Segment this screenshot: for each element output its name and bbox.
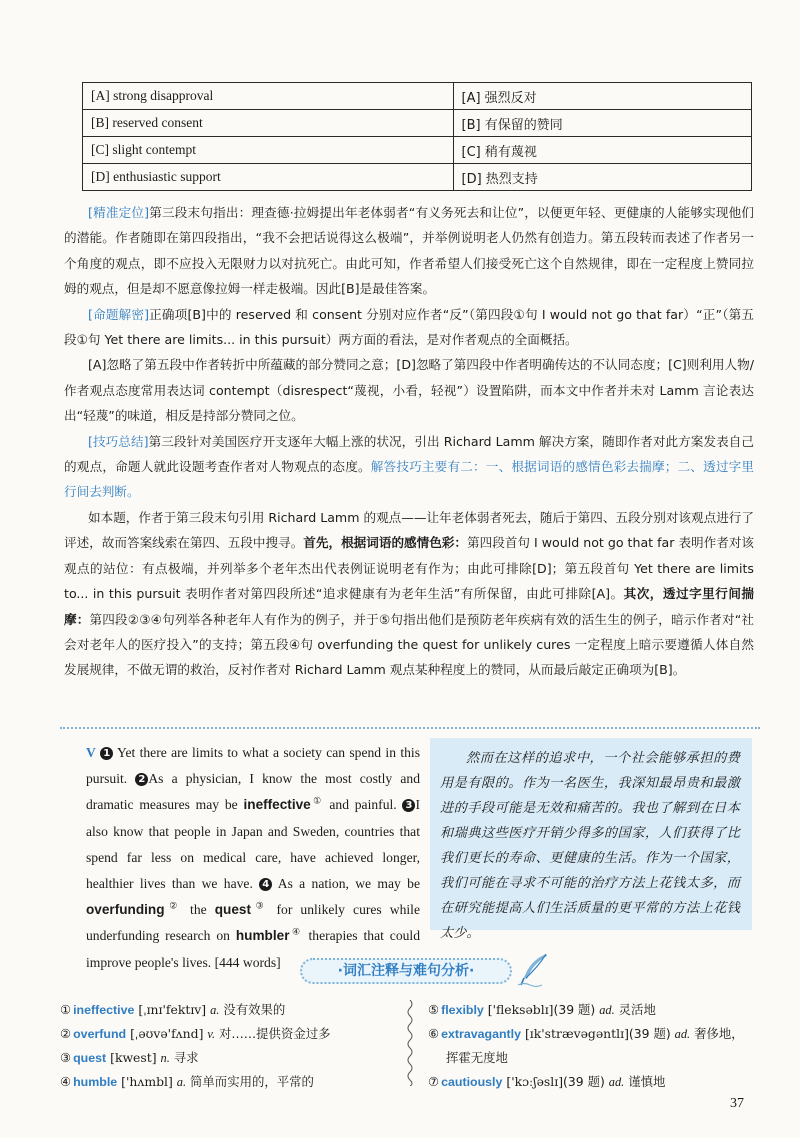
paragraph-text: 第三段末句指出：理查德·拉姆提出年老体弱者“有义务死去和让位”，以便更年轻、更健康的人能够实现他们的潜能。作者随即在第四段指出，“我不会把话说得这么极端”，并举例说明老人仍然有创造力。第五段转而表述了作者另一个角度的观点，即不应投入无限财力以对抗死亡。由此可知，作者希望人们接受死亡这个自然规律，即在一定程度上赞同拉姆的观点，但是却不愿意像拉姆一样走极端。因此[B]是最佳答案。: [64, 205, 754, 297]
sentence: Yet there are limits to what a society can spend in this pursuit.: [86, 745, 420, 787]
dotted-divider: [60, 727, 760, 729]
vocab-item: ④ humble ['hʌmbl] a. 简单而实用的，平常的: [60, 1074, 314, 1089]
vocab-word: quest: [214, 902, 251, 918]
vocab-item: ① ineffective [ˌɪnɪ'fektɪv] a. 没有效果的: [60, 1002, 286, 1017]
analysis-paragraph: [64, 200, 754, 302]
footnote-marker: ①: [310, 795, 324, 806]
section-tag: [精准定位]: [88, 205, 150, 220]
analysis-paragraph: [64, 352, 754, 428]
paragraph-marker: V: [86, 745, 96, 760]
table-row: [83, 164, 752, 191]
table-row: [83, 83, 752, 110]
word-count: [444 words]: [214, 954, 281, 970]
footnote-marker: ③: [251, 900, 269, 911]
wavy-divider: [404, 1000, 416, 1086]
paragraph-text: 第四段首句 I would not go that far 表明作者对该观点的站位：有点极端，并列举多个老年杰出代表例证说明老有作为；由此可排除[D]；第五段首句 Yet there are limits to... in this pursuit 表明作者对第四段所述“追求健康有为老年生活”有所保留，由此可排除[A]。: [64, 535, 755, 602]
vocab-item: ⑤ flexibly ['fleksəblɪ](39 题) ad. 灵活地: [428, 1002, 656, 1017]
sentence: for unlikely cures while underfunding research on: [86, 902, 420, 944]
translation-box: [430, 738, 752, 941]
paragraph-text: 如本题，作者于第三段末句引用 Richard Lamm 的观点——让年老体弱者死去，随后于第四、五段分别对该观点进行了评述，故而答案线索在第四、五段中搜寻。: [64, 509, 754, 551]
option-en: [C] slight contempt: [83, 137, 454, 164]
table-row: [83, 137, 752, 164]
analysis-section: [64, 200, 754, 683]
sentence: therapies that could improve people's lives.: [86, 928, 420, 970]
option-en: [D] enthusiastic support: [83, 164, 454, 191]
vocab-header: [300, 956, 550, 986]
vocab-title: ·词汇注释与难句分析·: [300, 958, 512, 984]
quill-pen-icon: [516, 952, 550, 988]
option-en: [A] strong disapproval: [83, 83, 454, 110]
sentence: and painful.: [329, 797, 397, 813]
option-cn: [D] 热烈支持: [453, 164, 751, 191]
vocab-list-left: [60, 998, 400, 1094]
passage-text: [86, 740, 420, 976]
sentence-number-icon: 1: [100, 747, 113, 760]
vocab-item: ③ quest [kwest] n. 寻求: [60, 1050, 199, 1065]
option-cn: [B] 有保留的赞同: [453, 110, 751, 137]
options-table: [82, 82, 752, 191]
option-cn: [C] 稍有蔑视: [453, 137, 751, 164]
highlight-text: 解答技巧主要有二：一、根据词语的感情色彩去揣摩；二、透过字里行间去判断。: [64, 459, 754, 500]
paragraph-text: 正确项[B]中的 reserved 和 consent 分别对应作者“反”（第四段①句 I would not go that far）“正”（第五段①句 Yet there are limits... in this pursuit）两方面的看法，是对作者观点的全面概括。: [64, 306, 754, 348]
analysis-paragraph: [64, 429, 754, 505]
paragraph-text: 第四段②③④句列举各种老年人有作为的例子，并于⑤句指出他们是预防老年疾病有效的活生生的例子，暗示作者对“社会对老年人的医疗投入”的支持；第五段④句 overfunding the quest for unlikely cures 一定程度上暗示要遵循人体自然发展规律，不做无谓的救治，反衬作者对 Richard Lamm 观点某种程度上的赞同，从而最后敲定正确项为[B]。: [64, 611, 755, 678]
vocab-item-continued: 挥霍无度地: [446, 1050, 508, 1065]
vocab-item: ⑦ cautiously ['kɔːʃəslɪ](39 题) ad. 谨慎地: [428, 1074, 666, 1089]
vocab-item: ② overfund [ˌəʊvə'fʌnd] v. 对……提供资金过多: [60, 1026, 331, 1041]
sentence: the: [190, 902, 207, 918]
vocab-item: ⑥ extravagantly [ɪk'strævəgəntlɪ](39 题) ad. 奢侈地，: [428, 1026, 744, 1041]
vocab-word: humbler: [235, 928, 290, 944]
footnote-marker: ②: [164, 900, 182, 911]
sentence-number-icon: 2: [135, 773, 148, 786]
footnote-marker: ④: [289, 926, 303, 937]
sentence: I also know that people in Japan and Sweden, countries that spend far less on medical care, have achieved longer, healthier lives than we have.: [86, 797, 420, 892]
paragraph-text: 第三段针对美国医疗开支逐年大幅上涨的状况，引出 Richard Lamm 解决方案，随即作者对此方案发表自己的观点，命题人就此设题考查作者对人物观点的态度。: [64, 433, 754, 475]
vocab-word: overfunding: [86, 902, 165, 918]
vocab-word: ineffective: [243, 797, 311, 813]
bold-text: 首先，根据词语的感情色彩：: [303, 535, 468, 551]
analysis-paragraph: [64, 505, 754, 683]
translation-text: 然而在这样的追求中，一个社会能够承担的费用是有限的。作为一名医生，我深知最昂贵和最激进的手段可能是无效和痛苦的。我也了解到在日本和瑞典这些医疗开销少得多的国家，人们获得了比我们更长的寿命、更健康的生活。作为一个国家，我们可能在寻求不可能的治疗方法上花钱太多，而在研究能提高人们生活质量的更平常的方法上花钱太少。: [440, 751, 740, 941]
section-tag: [技巧总结]: [88, 433, 149, 449]
page-number: 37: [730, 1096, 744, 1111]
sentence-number-icon: 4: [259, 878, 272, 891]
sentence-number-icon: 3: [402, 799, 415, 812]
table-row: [83, 110, 752, 137]
section-tag: [命题解密]: [88, 306, 150, 322]
vocab-list-right: [428, 998, 760, 1094]
option-en: [B] reserved consent: [83, 110, 454, 137]
option-cn: [A] 强烈反对: [453, 83, 751, 110]
sentence: As a nation, we may be: [277, 876, 420, 892]
analysis-paragraph: [64, 302, 754, 353]
bold-text: 其次，透过字里行间揣摩：: [64, 586, 755, 627]
paragraph-text: [A]忽略了第五段中作者转折中所蕴藏的部分赞同之意；[D]忽略了第四段中作者明确传达的不认同态度；[C]则利用人物/作者观点态度常用表达词 contempt（disrespect“蔑视，小看，轻视”）设置陷阱，而本文中作者并未对 Lamm 言论表达出“轻蔑”的味道，相反是持部分赞同之位。: [64, 357, 754, 424]
sentence: As a physician, I know the most costly and dramatic measures may be: [86, 771, 421, 813]
